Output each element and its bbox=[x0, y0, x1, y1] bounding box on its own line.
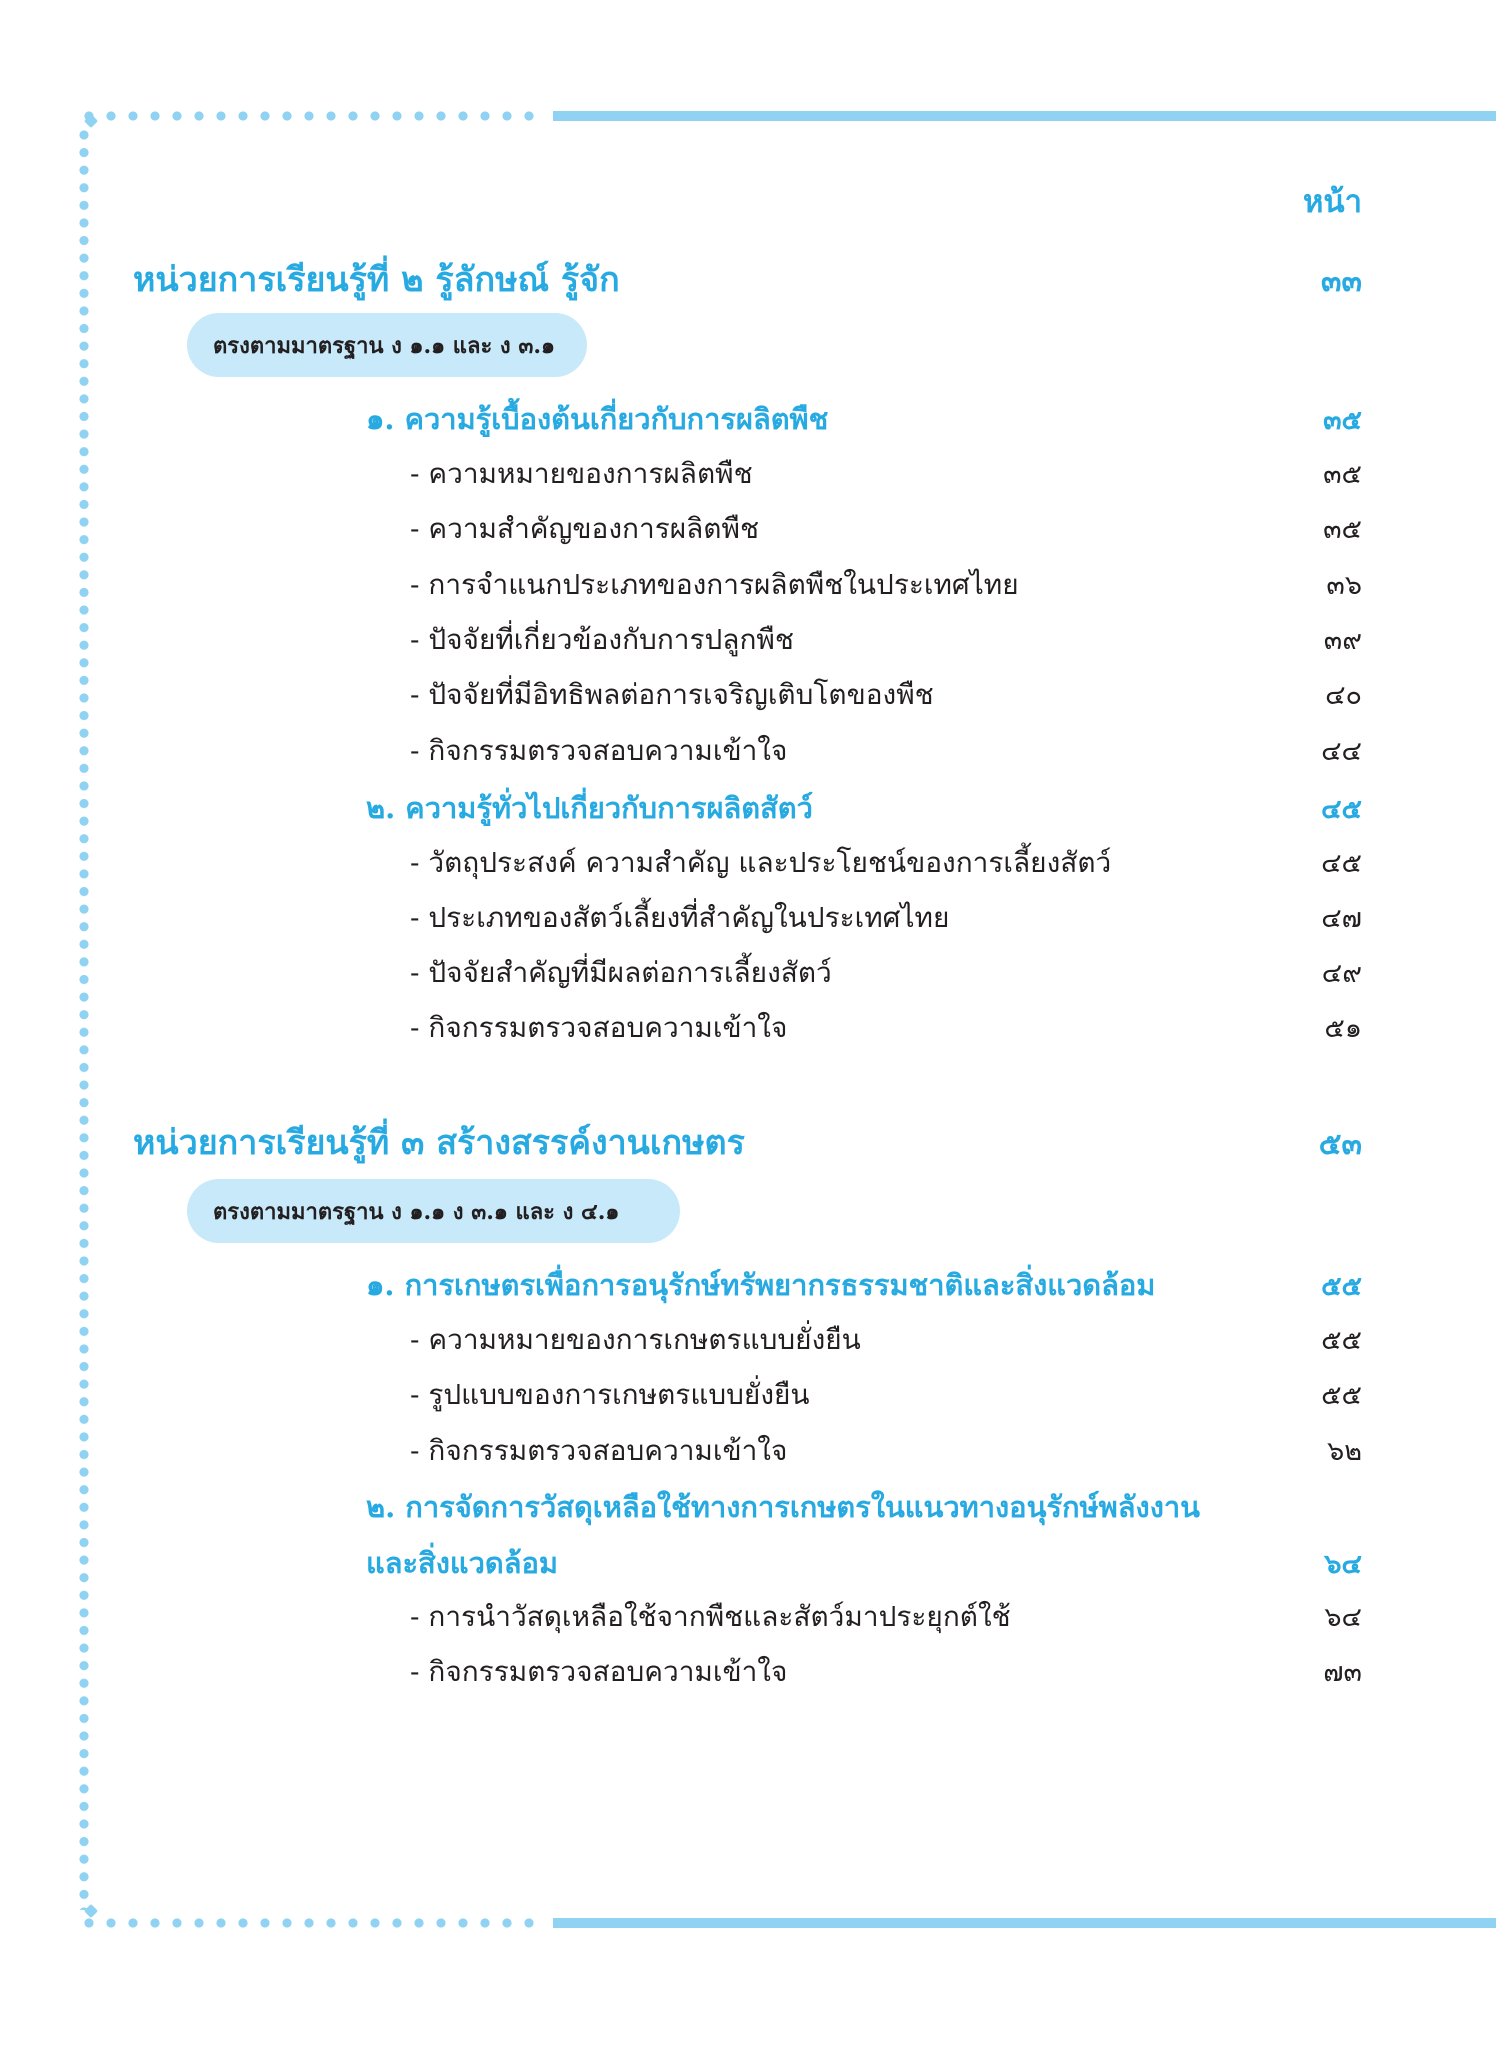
toc-unit-3[interactable] bbox=[133, 1115, 1362, 1169]
toc-topic[interactable] bbox=[366, 785, 1362, 831]
toc-item[interactable] bbox=[410, 841, 1362, 885]
topic-title: ๑. ความรู้เบื้องต้นเกี่ยวกับการผลิตพืช bbox=[366, 402, 829, 436]
toc-item[interactable] bbox=[410, 896, 1362, 940]
item-page-number: ๖๒ bbox=[1327, 1436, 1362, 1467]
toc-item[interactable] bbox=[410, 563, 1362, 607]
toc-item[interactable] bbox=[410, 1006, 1362, 1050]
item-page-number: ๓๖ bbox=[1326, 570, 1362, 601]
unit-page-number: ๓๓ bbox=[1320, 264, 1362, 299]
item-title: - ความหมายของการเกษตรแบบยั่งยืน bbox=[410, 1323, 861, 1356]
unit-title: หน่วยการเรียนรู้ที่ ๒ รู้ลักษณ์ รู้จัก bbox=[133, 260, 620, 300]
standard-badge: ตรงตามมาตรฐาน ง ๑.๑ ง ๓.๑ และ ง ๔.๑ bbox=[187, 1179, 680, 1243]
topic-page-number: ๖๔ bbox=[1324, 1549, 1362, 1580]
toc-item[interactable] bbox=[410, 507, 1362, 551]
topic-title-line2: และสิ่งแวดล้อม bbox=[366, 1546, 559, 1580]
toc-item[interactable] bbox=[410, 729, 1362, 773]
item-title: - ปัจจัยสำคัญที่มีผลต่อการเลี้ยงสัตว์ bbox=[410, 956, 832, 989]
item-title: - การนำวัสดุเหลือใช้จากพืชและสัตว์มาประยุกต์ใช้ bbox=[410, 1600, 1011, 1633]
toc-item[interactable] bbox=[410, 951, 1362, 995]
item-page-number: ๓๕ bbox=[1323, 514, 1362, 545]
topic-page-number: ๓๕ bbox=[1323, 405, 1362, 436]
topic-title: ๒. ความรู้ทั่วไปเกี่ยวกับการผลิตสัตว์ bbox=[366, 791, 813, 825]
item-page-number: ๓๙ bbox=[1323, 625, 1362, 656]
item-title: - กิจกรรมตรวจสอบความเข้าใจ bbox=[410, 1011, 788, 1044]
frame-left-dotted-border bbox=[79, 130, 89, 1910]
unit-title: หน่วยการเรียนรู้ที่ ๓ สร้างสรรค์งานเกษตร bbox=[133, 1123, 745, 1163]
toc-topic[interactable] bbox=[366, 1262, 1362, 1308]
item-title: - ประเภทของสัตว์เลี้ยงที่สำคัญในประเทศไทย bbox=[410, 901, 950, 934]
frame-top-solid-border bbox=[553, 111, 1496, 121]
page-column-heading: หน้า bbox=[1302, 184, 1362, 220]
topic-page-number: ๔๕ bbox=[1321, 794, 1362, 825]
item-title: - ปัจจัยที่มีอิทธิพลต่อการเจริญเติบโตของพืช bbox=[410, 678, 934, 711]
item-page-number: ๔๐ bbox=[1325, 680, 1362, 711]
item-title: - กิจกรรมตรวจสอบความเข้าใจ bbox=[410, 1655, 788, 1688]
item-title: - ความหมายของการผลิตพืช bbox=[410, 457, 753, 490]
standard-badge: ตรงตามมาตรฐาน ง ๑.๑ และ ง ๓.๑ bbox=[187, 313, 587, 377]
item-title: - การจำแนกประเภทของการผลิตพืชในประเทศไทย bbox=[410, 568, 1019, 601]
item-page-number: ๖๔ bbox=[1324, 1602, 1362, 1633]
topic-title: ๑. การเกษตรเพื่อการอนุรักษ์ทรัพยากรธรรมชาติและสิ่งแวดล้อม bbox=[366, 1268, 1156, 1302]
item-page-number: ๔๗ bbox=[1321, 903, 1362, 934]
toc-item[interactable] bbox=[410, 1318, 1362, 1362]
item-page-number: ๕๑ bbox=[1324, 1013, 1362, 1044]
unit-page-number: ๕๓ bbox=[1318, 1127, 1362, 1162]
item-title: - รูปแบบของการเกษตรแบบยั่งยืน bbox=[410, 1378, 810, 1411]
item-page-number: ๓๕ bbox=[1323, 459, 1362, 490]
item-page-number: ๕๕ bbox=[1321, 1325, 1362, 1356]
toc-unit-2[interactable] bbox=[133, 252, 1362, 306]
item-title: - กิจกรรมตรวจสอบความเข้าใจ bbox=[410, 734, 788, 767]
item-title: - ความสำคัญของการผลิตพืช bbox=[410, 512, 759, 545]
item-page-number: ๔๙ bbox=[1321, 958, 1362, 989]
toc-item[interactable] bbox=[410, 1650, 1362, 1694]
item-title: - ปัจจัยที่เกี่ยวข้องกับการปลูกพืช bbox=[410, 623, 794, 656]
item-page-number: ๔๕ bbox=[1321, 848, 1362, 879]
toc-item[interactable] bbox=[410, 1595, 1362, 1639]
toc-item[interactable] bbox=[410, 452, 1362, 496]
item-page-number: ๕๕ bbox=[1321, 1380, 1362, 1411]
toc-topic[interactable] bbox=[366, 1540, 1362, 1586]
toc-item[interactable] bbox=[410, 618, 1362, 662]
frame-top-dotted-border bbox=[84, 111, 544, 121]
topic-page-number: ๕๕ bbox=[1321, 1271, 1362, 1302]
topic-title-line1[interactable]: ๒. การจัดการวัสดุเหลือใช้ทางการเกษตรในแนวทางอนุรักษ์พลังงาน bbox=[366, 1490, 1200, 1524]
frame-bottom-dotted-border bbox=[84, 1918, 544, 1928]
toc-item[interactable] bbox=[410, 673, 1362, 717]
item-title: - กิจกรรมตรวจสอบความเข้าใจ bbox=[410, 1434, 788, 1467]
toc-item[interactable] bbox=[410, 1429, 1362, 1473]
item-title: - วัตถุประสงค์ ความสำคัญ และประโยชน์ของการเลี้ยงสัตว์ bbox=[410, 846, 1112, 879]
item-page-number: ๗๓ bbox=[1323, 1657, 1362, 1688]
item-page-number: ๔๔ bbox=[1321, 736, 1362, 767]
toc-item[interactable] bbox=[410, 1373, 1362, 1417]
frame-bottom-solid-border bbox=[553, 1918, 1496, 1928]
toc-topic[interactable] bbox=[366, 396, 1362, 442]
